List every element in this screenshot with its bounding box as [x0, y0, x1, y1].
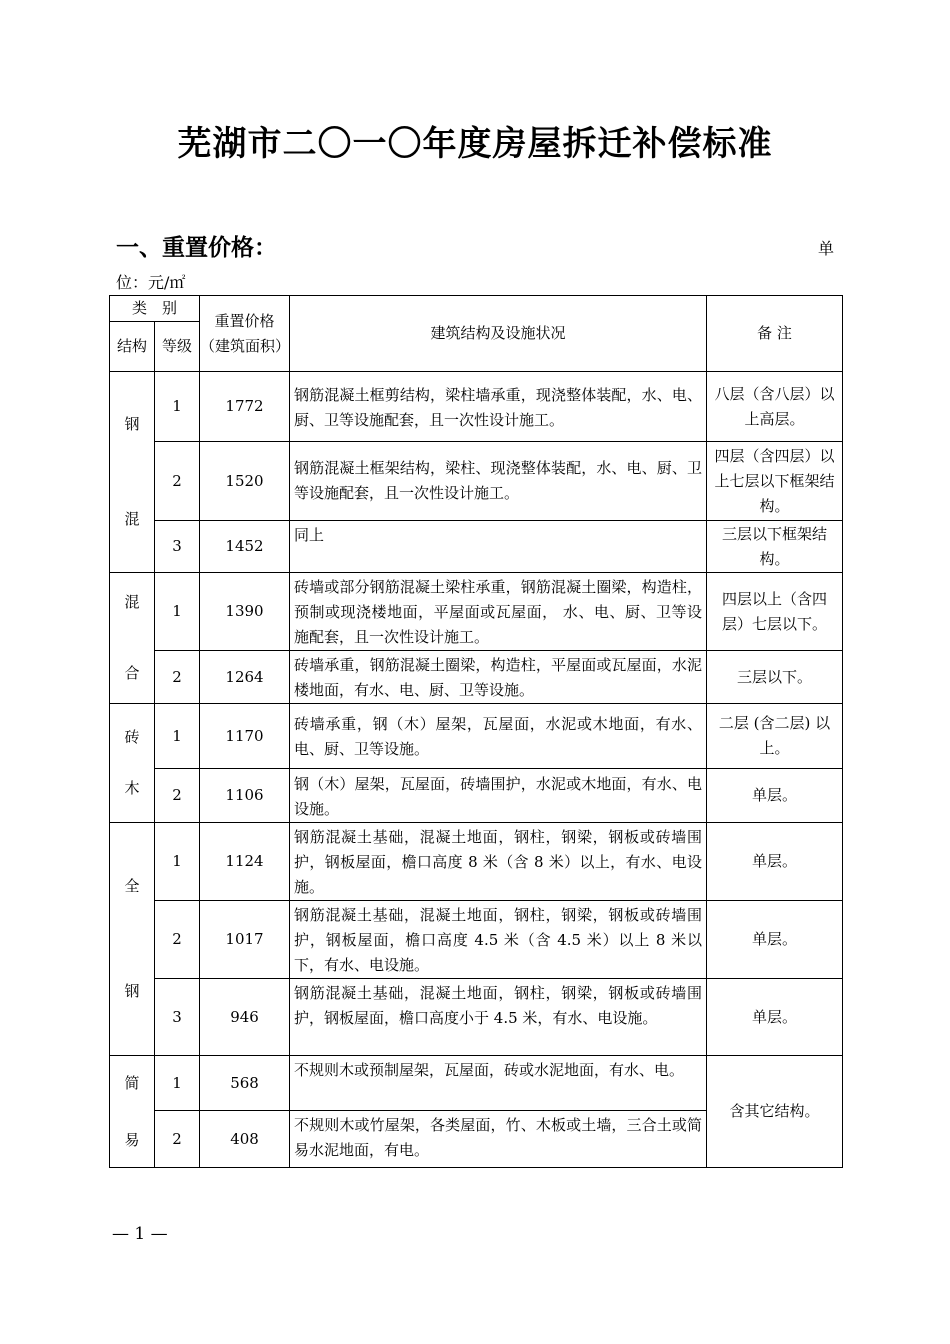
header-note: 备 注 — [707, 296, 843, 372]
category-cell — [110, 1056, 155, 1168]
note-cell: 三层以下框架结构。 — [707, 521, 843, 573]
header-price: 重置价格（建筑面积） — [200, 296, 290, 372]
grade-cell: 1 — [155, 372, 200, 442]
price-cell: 1017 — [200, 901, 290, 979]
note-cell: 三层以下。 — [707, 651, 843, 704]
header-grade: 等级 — [155, 322, 200, 372]
note-cell: 单层。 — [707, 979, 843, 1056]
note-cell: 四层（含四层）以上七层以下框架结构。 — [707, 442, 843, 521]
note-cell: 单层。 — [707, 823, 843, 901]
grade-cell: 1 — [155, 573, 200, 651]
price-cell: 1170 — [200, 704, 290, 769]
desc-cell: 不规则木或预制屋架，瓦屋面，砖或水泥地面，有水、电。 — [290, 1056, 707, 1111]
desc-cell: 钢筋混凝土基础，混凝土地面，钢柱，钢梁，钢板或砖墙围护，钢板屋面，檐口高度 8 米（含 8 米）以上，有水、电设施。 — [290, 823, 707, 901]
category-cell — [110, 823, 155, 1056]
grade-cell: 2 — [155, 769, 200, 823]
category-char: 混 — [124, 593, 140, 611]
price-cell: 946 — [200, 979, 290, 1056]
desc-cell: 钢筋混凝土框架结构，梁柱、现浇整体装配，水、电、厨、卫等设施配套，且一次性设计施工。 — [290, 442, 707, 521]
grade-cell: 2 — [155, 901, 200, 979]
note-cell: 单层。 — [707, 901, 843, 979]
grade-cell: 1 — [155, 823, 200, 901]
price-cell: 568 — [200, 1056, 290, 1111]
desc-cell: 钢筋混凝土框剪结构，梁柱墙承重，现浇整体装配，水、电、厨、卫等设施配套，且一次性设计施工。 — [290, 372, 707, 442]
category-char: 钢 — [124, 415, 140, 433]
category-cell — [110, 372, 155, 573]
desc-cell: 砖墙承重，钢筋混凝土圈梁，构造柱，平屋面或瓦屋面，水泥楼地面，有水、电、厨、卫等设施。 — [290, 651, 707, 704]
price-cell: 1520 — [200, 442, 290, 521]
price-cell: 1772 — [200, 372, 290, 442]
desc-cell: 同上 — [290, 521, 707, 573]
note-cell: 含其它结构。 — [707, 1056, 843, 1168]
price-cell: 408 — [200, 1111, 290, 1168]
section-heading: 一、重置价格： — [116, 235, 277, 261]
unit-label-part2: 位：元/㎡ — [116, 273, 186, 292]
category-cell — [110, 573, 155, 704]
header-desc: 建筑结构及设施状况 — [290, 296, 707, 372]
header-structure: 结构 — [110, 322, 155, 372]
grade-cell: 3 — [155, 521, 200, 573]
category-char: 简 — [124, 1073, 140, 1092]
category-char: 钢 — [124, 982, 140, 1000]
grade-cell: 2 — [155, 1111, 200, 1168]
page-title: 芜湖市二〇一〇年度房屋拆迁补偿标准 — [177, 124, 773, 164]
header-category: 类 别 — [110, 296, 200, 322]
category-cell — [110, 704, 155, 823]
category-char: 易 — [124, 1130, 140, 1149]
desc-cell: 砖墙承重，钢（木）屋架，瓦屋面，水泥或木地面，有水、电、厨、卫等设施。 — [290, 704, 707, 769]
note-cell: 二层 (含二层) 以上。 — [707, 704, 843, 769]
price-cell: 1106 — [200, 769, 290, 823]
category-char: 合 — [124, 664, 140, 682]
category-char: 砖 — [124, 728, 140, 746]
price-cell: 1390 — [200, 573, 290, 651]
grade-cell: 2 — [155, 651, 200, 704]
desc-cell: 钢（木）屋架，瓦屋面，砖墙围护，水泥或木地面，有水、电设施。 — [290, 769, 707, 823]
price-cell: 1124 — [200, 823, 290, 901]
category-char: 全 — [124, 877, 140, 895]
category-char: 木 — [124, 779, 140, 797]
page-number: — 1 — — [112, 1224, 168, 1244]
category-char: 混 — [124, 510, 140, 528]
desc-cell: 钢筋混凝土基础，混凝土地面，钢柱，钢梁，钢板或砖墙围护，钢板屋面，檐口高度 4.5 米（含 4.5 米）以上 8 米以下，有水、电设施。 — [290, 901, 707, 979]
unit-label-part1: 单 — [818, 239, 835, 258]
compensation-table — [109, 295, 843, 1168]
grade-cell: 1 — [155, 704, 200, 769]
price-cell: 1264 — [200, 651, 290, 704]
grade-cell: 2 — [155, 442, 200, 521]
desc-cell: 钢筋混凝土基础，混凝土地面，钢柱，钢梁，钢板或砖墙围护，钢板屋面，檐口高度小于 4.5 米，有水、电设施。 — [290, 979, 707, 1056]
grade-cell: 1 — [155, 1056, 200, 1111]
desc-cell: 砖墙或部分钢筋混凝土梁柱承重，钢筋混凝土圈梁，构造柱，预制或现浇楼地面，平屋面或瓦屋面， 水、电、厨、卫等设施配套，且一次性设计施工。 — [290, 573, 707, 651]
desc-cell: 不规则木或竹屋架，各类屋面，竹、木板或土墙，三合土或简易水泥地面，有电。 — [290, 1111, 707, 1168]
note-cell: 单层。 — [707, 769, 843, 823]
note-cell: 八层（含八层）以上高层。 — [707, 372, 843, 442]
note-cell: 四层以上（含四层）七层以下。 — [707, 573, 843, 651]
price-cell: 1452 — [200, 521, 290, 573]
grade-cell: 3 — [155, 979, 200, 1056]
